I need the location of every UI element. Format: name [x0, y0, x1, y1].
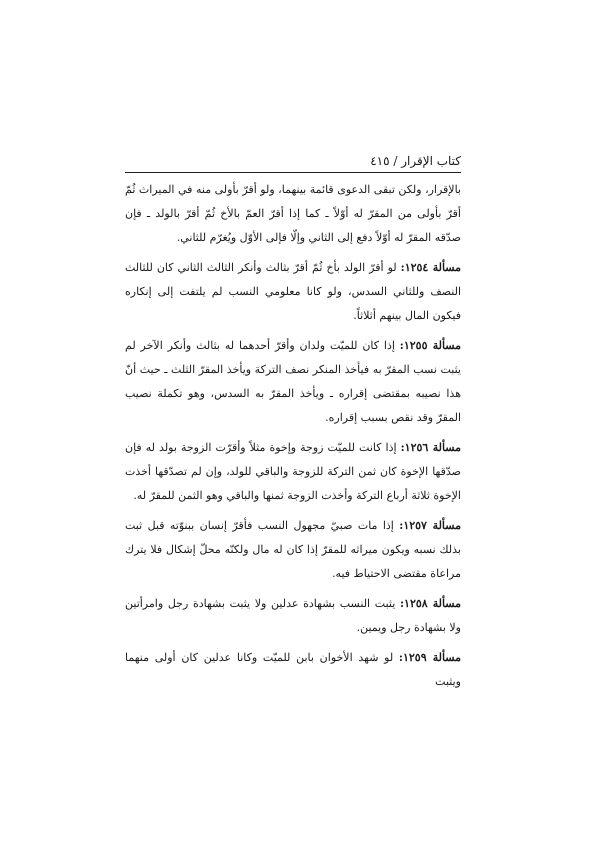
- body-text: [125, 178, 461, 700]
- masala-number: مسألة ١٢٥٧:: [399, 519, 461, 532]
- masala-number: مسألة ١٢٥٦:: [400, 441, 462, 454]
- paragraph-text: لو أقرّ الولد بأخ ثُمّ أقرّ بثالث وأنكر الثالث الثاني كان للثالث النصف وللثاني السدس، ولو كانا معلومي النسب لم يلتفت إلى إنكاره فيكون المال بينهم أثلاثاً.: [125, 261, 461, 322]
- paragraph-text: إذا كان للميّت ولدان وأقرّ أحدهما له بثالث وأنكر الآخر لم يثبت نسب المقرّ به فيأخذ المنكر نصف التركة ويأخذ المقرّ الثلث ـ حيث أنّ هذا نصيبه بمقتضى إقراره ـ ويأخذ المقرّ به السدس، وهو تكملة نصيب المقرّ وقد نقص بسبب إقراره.: [125, 339, 461, 424]
- paragraph-text: يثبت النسب بشهادة عدلين ولا يثبت بشهادة رجل وامرأتين ولا بشهادة رجل ويمين.: [125, 597, 461, 634]
- paragraph-masala-1259: [125, 646, 461, 694]
- masala-number: مسألة ١٢٥٩:: [398, 651, 461, 664]
- header-divider: [125, 172, 461, 173]
- running-header: كتاب الإقرار / ٤١٥: [370, 154, 461, 168]
- paragraph-masala-1255: [125, 334, 461, 430]
- paragraph-text: لو شهد الأخوان بابن للميّت وكانا عدلين كان أولى منهما ويثبت: [125, 651, 461, 688]
- paragraph-masala-1257: [125, 514, 461, 586]
- paragraph-masala-1256: [125, 436, 461, 508]
- masala-number: مسألة ١٢٥٤:: [400, 261, 462, 274]
- paragraph-text: إذا مات صبيّ مجهول النسب فأقرّ إنسان ببنوّته قبل ثبت بذلك نسبه ويكون ميراثه للمقرّ إذا كان له مال ولكنّه محلّ إشكال فلا يترك مراعاة مقتضى الاحتياط فيه.: [125, 519, 461, 580]
- paragraph-masala-1258: [125, 592, 461, 640]
- masala-number: مسألة ١٢٥٨:: [399, 597, 461, 610]
- paragraph-masala-1254: [125, 256, 461, 328]
- masala-number: مسألة ١٢٥٥:: [399, 339, 461, 352]
- paragraph-text: بالإقرار، ولكن تبقى الدعوى قائمة بينهما، ولو أقرّ بأولى منه في الميراث ثُمّ أقرّ بأولى من المقرّ له أوّلاً ـ كما إذا أقرّ العمّ بالأخ ثُمّ أقرّ بالولد ـ فإن صدّقه المقرّ له أوّلاً دفع إلى الثاني وإلّا فإلى الأوّل ويُغرّم للثاني.: [125, 183, 461, 244]
- paragraph-text: إذا كانت للميّت زوجة وإخوة مثلاً وأقرّت الزوجة بولد له فإن صدّقها الإخوة كان ثمن التركة للزوجة والباقي للولد، وإن لم تصدّقها أخذت الإخوة ثلاثة أرباع التركة وأخذت الزوجة ثمنها والباقي وهو الثمن للمقرّ له.: [125, 441, 461, 502]
- paragraph-continuation: [125, 178, 461, 250]
